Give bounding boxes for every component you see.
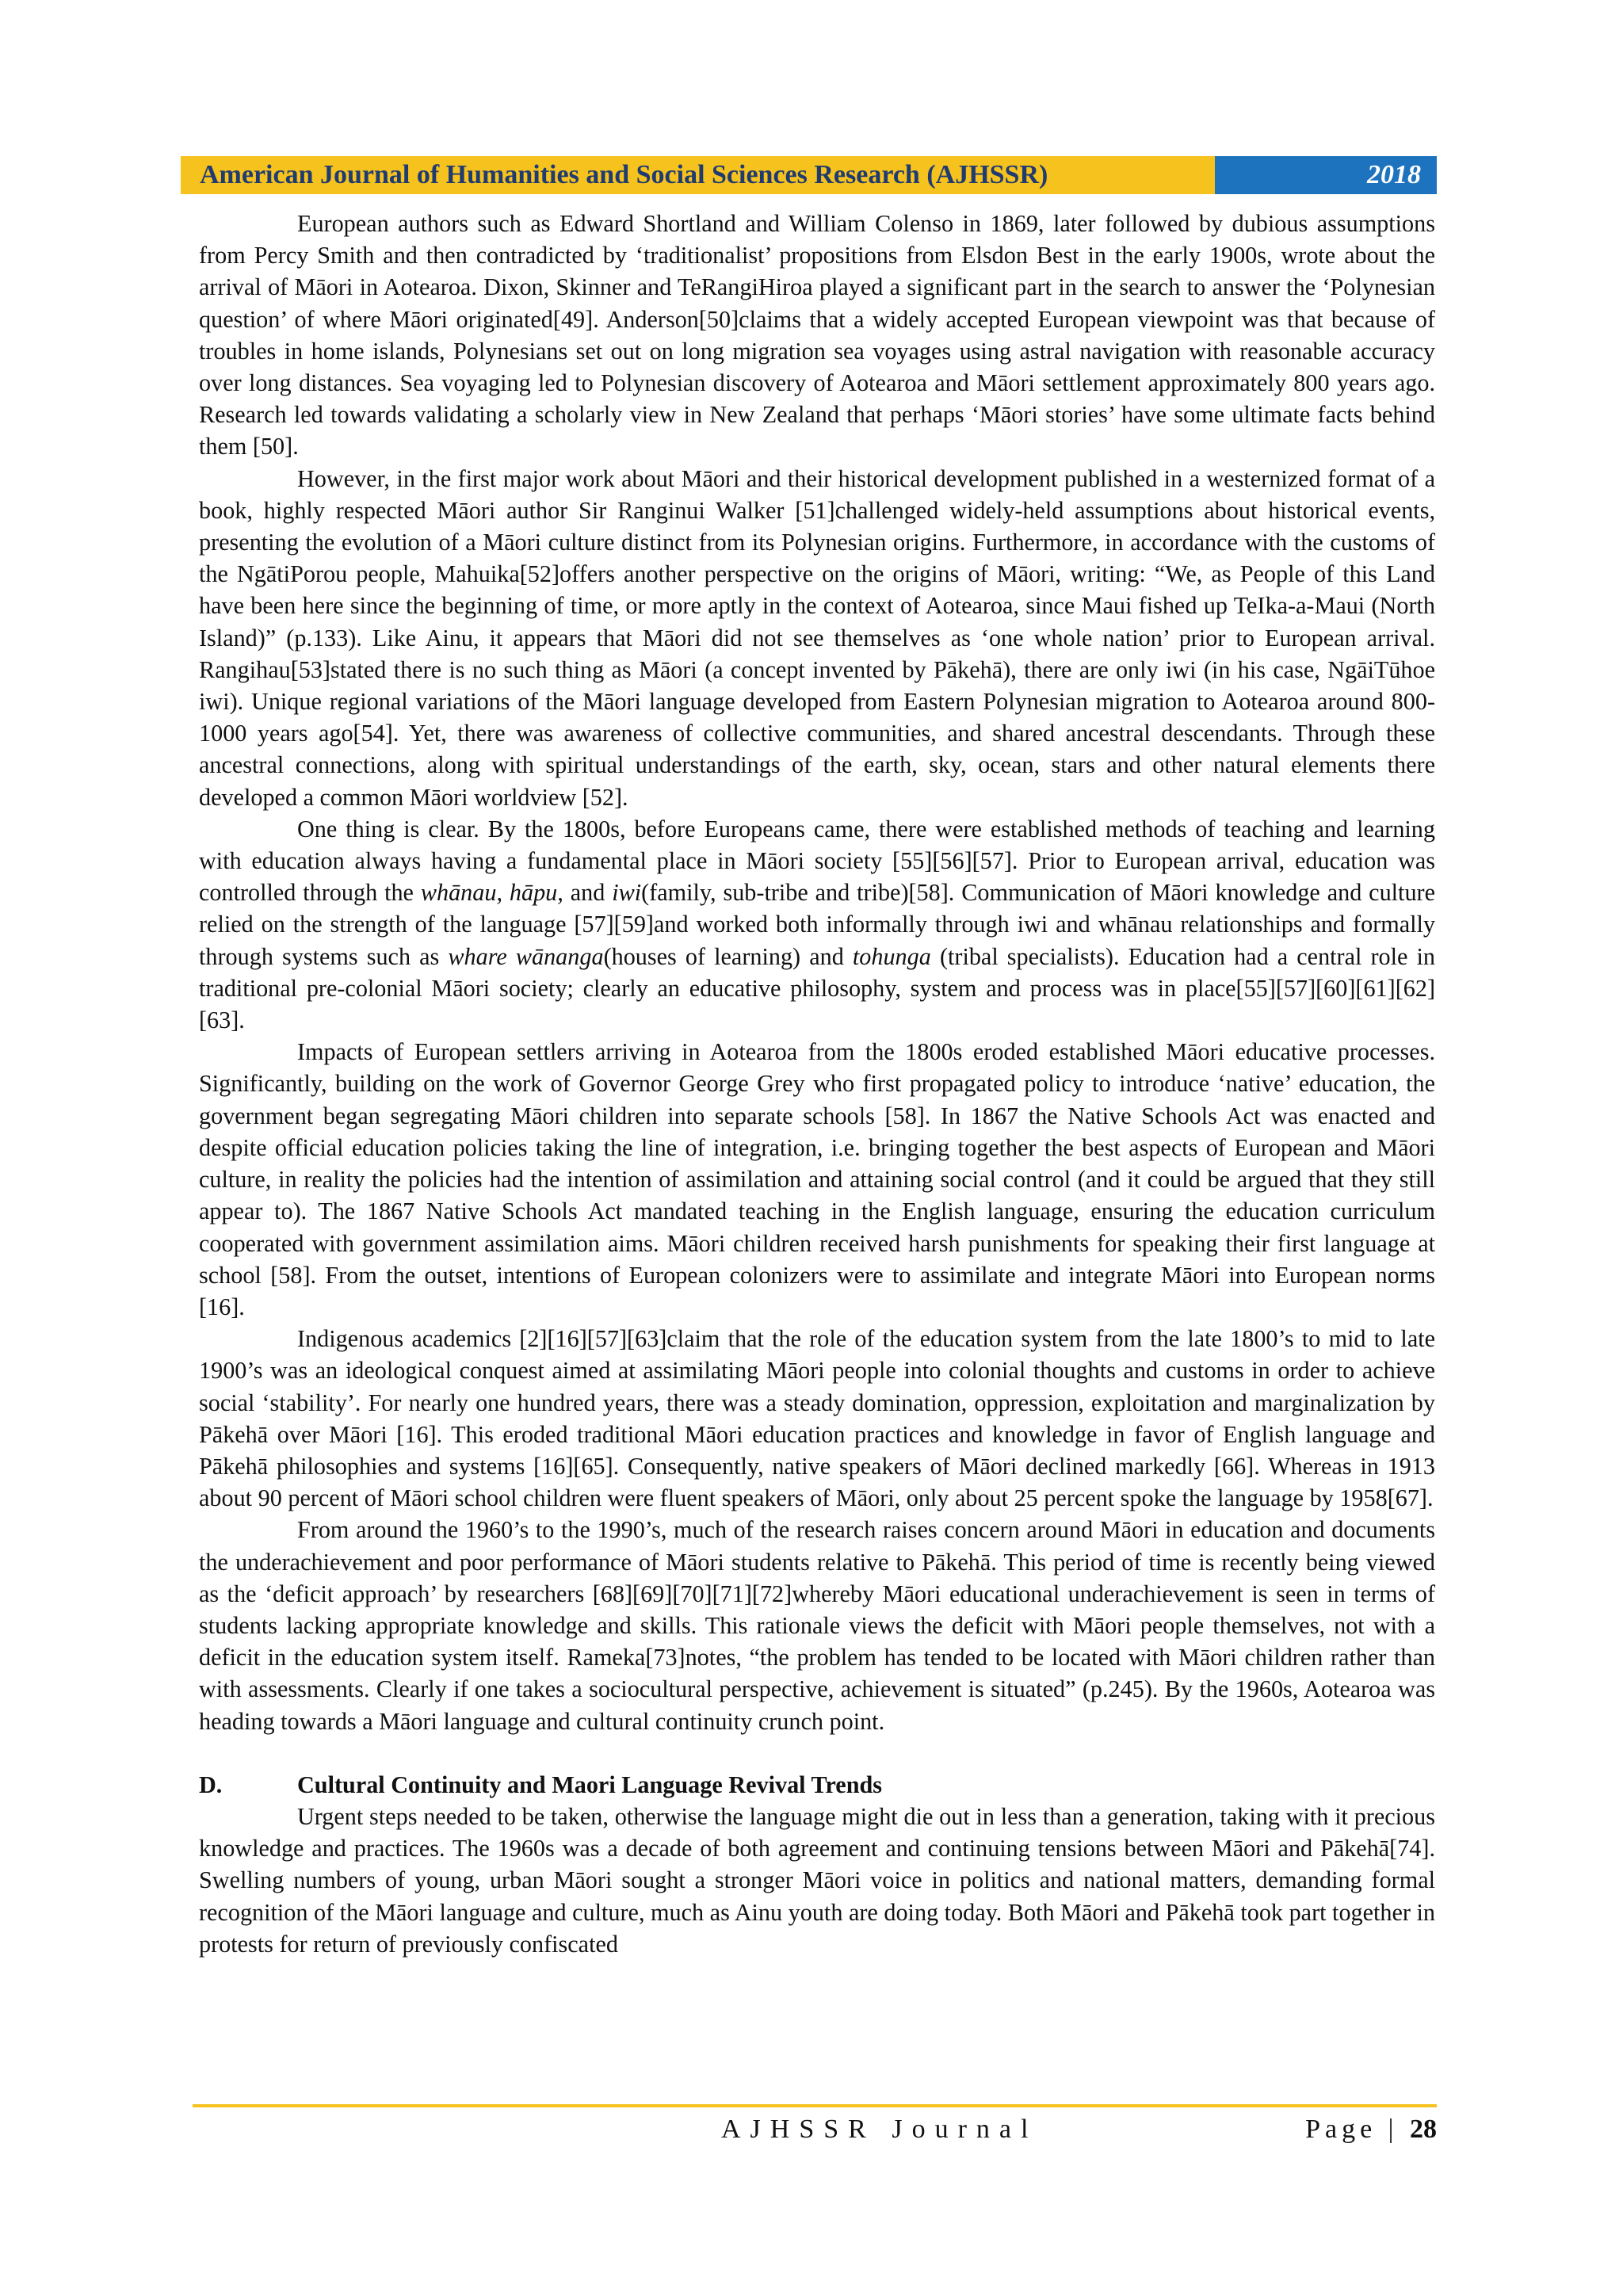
text-run: European authors such as Edward Shortland and William Colenso in 1869, later followed by dubious assumptions from Percy Smith and then contradicted by ‘traditionalist’ propositions from Elsdon Best in the early 1900s, wrote about the arrival of Māori in Aotearoa. Dixon, Skinner and TeRangiHiroa played a significant part in the search to answer the ‘Polynesian question’ of where Māori originated[49]. Anderson[50]claims that a widely accepted European viewpoint was that because of troubles in home islands, Polynesians set out on long migration sea voyages using astral navigation with reasonable accuracy over long distances. Sea voyaging led to Polynesian discovery of Aotearoa and Māori settlement approximately 800 years ago. Research led towards validating a scholarly view in New Zealand that perhaps ‘Māori stories’ have some ultimate facts behind them [50].	[199, 210, 1435, 460]
section-paragraphs	[199, 1801, 1435, 1960]
italic-term: whānau, hāpu,	[420, 879, 563, 907]
page-label: Page |	[1305, 2115, 1399, 2144]
paragraph	[199, 1036, 1435, 1323]
italic-term: tohunga	[852, 942, 931, 970]
paragraph	[199, 1323, 1435, 1514]
text-run: (family, sub-tribe and tribe)[58]. Communication of Māori knowledge and culture relied on the strength of the language [57][59]and worked both informally through iwi and whānau relationships and formally through systems such as	[199, 879, 1435, 970]
paragraph	[199, 1514, 1435, 1736]
journal-year: 2018	[1215, 156, 1437, 194]
footer-rule	[193, 2104, 1437, 2107]
text-run: (houses of learning) and	[603, 942, 853, 970]
footer-journal-name: AJHSSR Journal	[721, 2115, 1038, 2144]
text-run: However, in the first major work about Māori and their historical development published in a westernized format of a book, highly respected Māori author Sir Ranginui Walker [51]challenged widely-held assumptions about historical events, presenting the evolution of a Māori culture distinct from its Polynesian origins. Furthermore, in accordance with the customs of the NgātiPorou people, Mahuika[52]offers another perspective on the origins of Māori, writing: “We, as People of this Land have been here since the beginning of time, or more aptly in the context of Aotearoa, since Maui fished up TeIka-a-Maui (North Island)” (p.133). Like Ainu, it appears that Māori did not see themselves as ‘one whole nation’ prior to European arrival. Rangihau[53]stated there is no such thing as Māori (a concept invented by Pākehā), there are only iwi (in his case, NgāiTūhoe iwi). Unique regional variations of the Māori language developed from Eastern Polynesian migration to Aotearoa around 800-1000 years ago[54]. Yet, there was awareness of collective communities, and shared ancestral descendants. Through these ancestral connections, along with spiritual understandings of the earth, sky, ocean, stars and other natural elements there developed a common Māori worldview [52].	[199, 464, 1435, 811]
footer-page-indicator	[1305, 2115, 1437, 2145]
paragraph	[199, 1801, 1435, 1960]
text-run: and	[563, 879, 613, 907]
running-header	[181, 156, 1437, 194]
journal-title: American Journal of Humanities and Social Sciences Research (AJHSSR)	[181, 156, 1215, 194]
italic-term: whare wānanga	[448, 942, 604, 970]
section-heading	[199, 1769, 1435, 1801]
paragraph	[199, 463, 1435, 813]
italic-term: iwi	[612, 879, 642, 907]
page-number: 28	[1410, 2115, 1437, 2144]
text-run: (tribal specialists). Education had a central role in traditional pre-colonial Māori society; clearly an educative philosophy, system and process was in place[55][57][60][61][62][63].	[199, 942, 1435, 1034]
text-run: Indigenous academics [2][16][57][63]claim that the role of the education system from the late 1800’s to mid to late 1900’s was an ideological conquest aimed at assimilating Māori people into colonial thoughts and customs in order to achieve social ‘stability’. For nearly one hundred years, there was a steady domination, oppression, exploitation and marginalization by Pākehā over Māori [16]. This eroded traditional Māori education practices and knowledge in favor of English language and Pākehā philosophies and systems [16][65]. Consequently, native speakers of Māori declined markedly [66]. Whereas in 1913 about 90 percent of Māori school children were fluent speakers of Māori, only about 25 percent spoke the language by 1958[67].	[199, 1325, 1435, 1512]
text-run: From around the 1960’s to the 1990’s, much of the research raises concern around Māori in education and documents the underachievement and poor performance of Māori students relative to Pākehā. This period of time is recently being viewed as the ‘deficit approach’ by researchers [68][69][70][71][72]whereby Māori educational underachievement is seen in terms of students lacking appropriate knowledge and skills. This rationale views the deficit with Māori people themselves, not with a deficit in the education system itself. Rameka[73]notes, “the problem has tended to be located with Māori children rather than with assessments. Clearly if one takes a sociocultural perspective, achievement is situated” (p.245). By the 1960s, Aotearoa was heading towards a Māori language and cultural continuity crunch point.	[199, 1516, 1435, 1735]
section-number: D.	[199, 1771, 223, 1798]
body-paragraphs	[199, 208, 1435, 1737]
paragraph	[199, 208, 1435, 463]
paragraph	[199, 813, 1435, 1036]
text-run: Urgent steps needed to be taken, otherwise the language might die out in less than a generation, taking with it precious knowledge and practices. The 1960s was a decade of both agreement and continuing tensions between Māori and Pākehā[74]. Swelling numbers of young, urban Māori sought a stronger Māori voice in politics and national matters, demanding formal recognition of the Māori language and culture, much as Ainu youth are doing today. Both Māori and Pākehā took part together in protests for return of previously confiscated	[199, 1802, 1435, 1958]
section-title: Cultural Continuity and Maori Language Revival Trends	[297, 1771, 883, 1798]
text-run: Impacts of European settlers arriving in Aotearoa from the 1800s eroded established Māori educative processes. Significantly, building on the work of Governor George Grey who first propagated policy to introduce ‘native’ education, the government began segregating Māori children into separate schools [58]. In 1867 the Native Schools Act was enacted and despite official education policies taking the line of integration, i.e. bringing together the best aspects of European and Māori culture, in reality the policies had the intention of assimilation and attaining social control (and it could be argued that they still appear to). The 1867 Native Schools Act mandated teaching in the English language, ensuring the education curriculum cooperated with government assimilation aims. Māori children received harsh punishments for speaking their first language at school [58]. From the outset, intentions of European colonizers were to assimilate and integrate Māori into European norms [16].	[199, 1038, 1435, 1320]
page-body	[199, 208, 1435, 1960]
text-run: One thing is clear. By the 1800s, before Europeans came, there were established methods of teaching and learning with education always having a fundamental place in Māori society [55][56][57]. Prior to European arrival, education was controlled through the	[199, 815, 1435, 907]
